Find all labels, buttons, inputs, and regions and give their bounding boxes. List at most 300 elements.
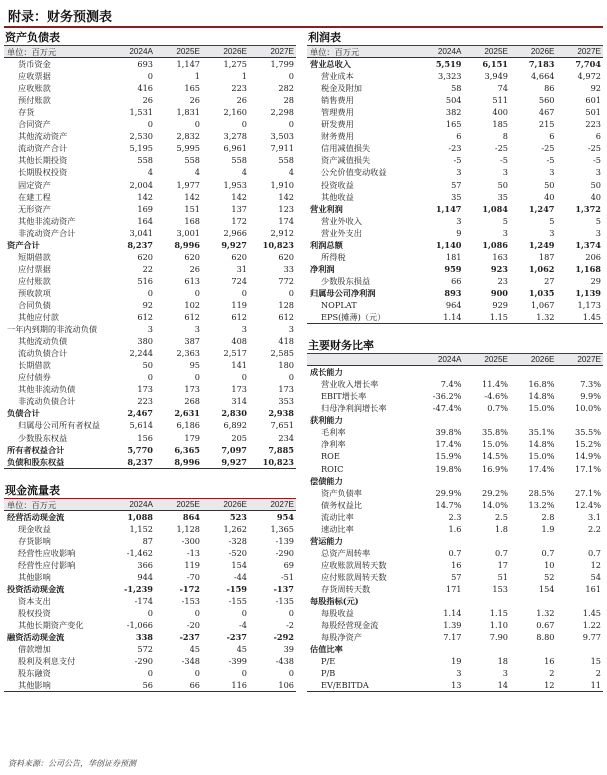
cell-value: 0 [147,71,153,82]
cell-value: 35.1% [528,427,555,438]
cell-value: 0 [194,608,200,619]
cell-value: 3 [288,324,294,335]
cell-value: 338 [135,632,153,643]
year-header: 2024A [437,355,462,365]
cell-value: -292 [273,632,294,643]
cell-value: 8.80 [536,632,555,643]
cell-value: 0 [241,668,247,679]
cell-value: 523 [229,511,247,522]
cell-value: 693 [137,59,153,70]
table-row [4,667,296,679]
cell-value: -174 [134,596,153,607]
cell-value: 416 [137,83,153,94]
cell-value: 408 [231,336,247,347]
income-statement-table [307,46,603,323]
table-row [307,523,603,535]
cell-value: 6 [456,131,462,142]
cell-value: 1,035 [528,287,555,298]
row-label: 流动资产合计 [18,143,68,154]
cell-value: -159 [226,583,247,594]
cell-value: 0 [241,372,247,383]
table-row [307,463,603,475]
table-row [4,595,296,607]
cell-value: 45 [236,644,247,655]
cell-value: -25 [587,143,601,154]
cell-value: 52 [544,571,555,582]
cell-value: 35 [451,191,462,202]
table-row [307,559,603,571]
table-row [307,215,603,227]
row-label: 预收款项 [18,287,51,298]
table-row [307,275,603,287]
row-label: 其他长期资产变化 [18,620,84,631]
row-label: 货币资金 [18,59,51,70]
cell-value: 173 [137,384,153,395]
table-row [4,359,296,371]
cell-value: 11.4% [481,379,508,390]
cell-value: 6 [595,131,601,142]
cell-value: -328 [228,535,247,546]
table-row [307,251,603,263]
cell-value: 31 [236,263,247,274]
table-row [4,94,296,106]
table-row [4,287,296,299]
cell-value: 171 [445,583,462,594]
cell-value: -1,239 [123,583,153,594]
table-row [4,535,296,547]
cell-value: 7.4% [440,379,462,390]
cell-value: 4,972 [577,71,601,82]
cell-value: 5,995 [176,143,200,154]
cell-value: -5 [453,155,462,166]
table-row [307,655,603,667]
cell-value: 137 [231,203,247,214]
row-label: 经营活动现金流 [7,511,65,522]
cell-value: 2 [595,668,601,679]
cell-value: 142 [278,191,294,202]
row-label: 税金及附加 [321,83,362,94]
cell-value: 1 [241,71,247,82]
row-label: 成长能力 [310,367,343,378]
table-header-row [4,499,296,511]
year-header: 2027E [577,47,601,56]
cell-value: 8,996 [174,456,200,467]
cell-value: 56 [142,680,153,691]
year-header: 2027E [270,499,294,509]
table-row [4,299,296,311]
cell-value: 2,298 [270,107,294,118]
cell-value: 27.1% [574,487,601,498]
table-row [307,595,603,607]
year-header: 2025E [484,47,508,56]
table-row [307,166,603,178]
table-row [4,547,296,559]
cell-value: 0 [147,119,153,130]
cell-value: 17.4% [528,463,555,474]
row-label: 总资产周转率 [321,547,371,558]
cell-value: 50 [142,360,153,371]
cell-value: 234 [278,432,294,443]
cell-value: 1.9 [541,523,555,534]
table-row [307,631,603,643]
table-row [307,263,603,275]
row-label: 利润总额 [310,239,343,250]
cell-value: 923 [490,263,508,274]
row-label: 归属母公司所有者权益 [18,420,100,431]
cell-value: 772 [278,275,294,286]
cell-value: 1,086 [482,239,508,250]
cell-value: 3,949 [484,71,508,82]
cell-value: 12.4% [574,499,601,510]
cell-value: -137 [273,583,294,594]
cell-value: -153 [181,596,200,607]
cell-value: 40 [590,191,601,202]
income-statement-title: 利润表 [308,31,341,44]
table-row [307,239,603,251]
cell-value: 0 [288,668,294,679]
row-label: 负债和股东权益 [7,456,65,467]
cell-value: 1,147 [176,59,200,70]
cell-value: 1.15 [489,312,508,323]
row-label: 存货影响 [18,535,51,546]
cell-value: 164 [137,215,153,226]
cell-value: 5 [549,215,555,226]
cell-value: 558 [137,155,153,166]
cell-value: 26 [142,95,153,106]
table-row [307,450,603,462]
cell-value: 173 [184,384,200,395]
row-label: 应收账款 [18,83,51,94]
cell-value: 3 [456,167,462,178]
cell-value: 87 [142,535,153,546]
cell-value: 51 [497,571,508,582]
cell-value: 57 [451,179,462,190]
cell-value: 142 [231,191,247,202]
cell-value: 181 [445,251,462,262]
table-row [4,432,296,444]
cell-value: 0 [288,372,294,383]
row-label: 存货周转天数 [321,583,371,594]
table-row [4,419,296,431]
row-label: 资产合计 [7,239,40,250]
table-row [4,511,296,523]
cell-value: 92 [142,299,153,310]
cell-value: 1,168 [575,263,601,274]
row-label: 投资收益 [321,179,354,190]
cell-value: 169 [137,203,153,214]
cell-value: 620 [184,251,200,262]
cell-value: 39 [283,644,294,655]
cell-value: 141 [231,360,247,371]
cell-value: 11 [590,680,601,691]
cell-value: 1,067 [531,299,555,310]
cell-value: 2.8 [541,511,555,522]
cell-value: 66 [451,275,462,286]
cell-value: 19 [451,656,462,667]
cell-value: -47.4% [432,403,462,414]
cell-value: -5 [546,155,555,166]
cell-value: 572 [137,644,153,655]
cell-value: 1 [194,71,200,82]
table-row [307,607,603,619]
cell-value: 15 [590,656,601,667]
cell-value: 0 [147,372,153,383]
balance-sheet-title: 资产负债表 [5,31,60,44]
cell-value: 50 [544,179,555,190]
cell-value: 187 [538,251,555,262]
cell-value: 1.6 [448,523,462,534]
cell-value: 0 [288,287,294,298]
table-row [4,523,296,535]
cell-value: 1,977 [176,179,200,190]
cell-value: 23 [497,275,508,286]
cell-value: 1,372 [575,203,601,214]
cell-value: 0 [194,119,200,130]
cell-value: 28.5% [528,487,555,498]
table-row [4,347,296,359]
table-row [307,366,603,378]
row-label: EPS(摊薄)（元） [321,312,386,323]
cell-value: 1,147 [435,203,462,214]
cell-value: 558 [231,155,247,166]
cell-value: 3,041 [129,227,153,238]
table-header-row [307,354,603,366]
row-label: 营业外收入 [321,215,362,226]
table-row [307,426,603,438]
cell-value: 168 [184,215,200,226]
cell-value: -290 [275,547,294,558]
row-label: 管理费用 [321,107,354,118]
cell-value: -5 [593,155,601,166]
cell-value: 501 [585,107,601,118]
table-row [4,130,296,142]
table-row [4,444,296,456]
cell-value: 1,910 [270,179,294,190]
table-row [307,142,603,154]
table-row [307,499,603,511]
cell-value: 6,892 [223,420,247,431]
table-row [307,227,603,239]
row-label: ROE [321,451,340,462]
cell-value: 119 [231,299,247,310]
cell-value: 3 [502,167,508,178]
cell-value: 13.2% [528,499,555,510]
cell-value: 14.7% [435,499,462,510]
cell-value: 179 [184,432,200,443]
cell-value: 387 [184,336,200,347]
table-row [307,571,603,583]
cash-flow-table [4,499,296,692]
unit-label: 单位：百万元 [310,47,360,57]
left-column [4,30,296,692]
cell-value: 10,823 [262,456,294,467]
cell-value: 15.2% [574,439,601,450]
cell-value: 3,503 [270,131,294,142]
table-row [307,58,603,70]
row-label: 营运能力 [310,535,343,546]
cell-value: 26 [236,95,247,106]
cell-value: 7.90 [489,632,508,643]
table-row [307,475,603,487]
cell-value: 0.7 [587,547,601,558]
cell-value: -51 [280,571,294,582]
cell-value: 2.5 [494,511,508,522]
cell-value: 382 [445,107,462,118]
year-header: 2026E [530,47,555,56]
row-label: 估值比率 [310,644,343,655]
cell-value: 205 [231,432,247,443]
cell-value: 12 [544,680,555,691]
table-row [307,94,603,106]
cell-value: 66 [189,680,200,691]
row-label: 所有者权益合计 [7,444,65,455]
row-label: 应付票据 [18,263,51,274]
financial-ratio-title: 主要财务比率 [308,339,374,353]
row-label: 非流动负债合计 [18,396,76,407]
cell-value: 1,140 [435,239,462,250]
row-label: 净利率 [321,439,346,450]
cell-value: 18 [497,656,508,667]
row-label: NOPLAT [321,299,357,310]
cell-value: 102 [184,299,200,310]
cell-value: 0 [194,372,200,383]
cell-value: 35 [497,191,508,202]
cell-value: -70 [186,571,200,582]
cell-value: -290 [134,656,153,667]
cell-value: 29.2% [481,487,508,498]
cell-value: 14.9% [574,451,601,462]
cell-value: 282 [278,83,294,94]
table-row [307,118,603,130]
table-row [4,311,296,323]
table-row [4,655,296,667]
cell-value: 893 [444,287,462,298]
year-header: 2025E [176,47,200,56]
cell-value: -399 [228,656,247,667]
cell-value: 223 [585,119,601,130]
row-label: 债务权益比 [321,499,362,510]
row-label: 财务费用 [321,131,354,142]
cell-value: 964 [445,299,462,310]
cell-value: 2,830 [221,408,247,419]
cell-value: 119 [184,559,200,570]
cell-value: 2,938 [268,408,294,419]
table-row [4,275,296,287]
cell-value: 0 [241,608,247,619]
table-row [4,70,296,82]
cell-value: 314 [231,396,247,407]
cell-value: 153 [492,583,508,594]
table-row [307,667,603,679]
cell-value: 7,097 [221,444,247,455]
row-label: P/B [321,668,336,679]
source-note: 资料来源：公司公告，华创证券预测 [8,759,136,768]
cell-value: 4 [288,167,294,178]
cell-value: 4 [147,167,153,178]
row-label: 股权投资 [18,608,51,619]
cell-value: 1.14 [443,312,462,323]
cell-value: 5 [595,215,601,226]
cell-value: 14 [497,680,508,691]
cell-value: 366 [137,559,153,570]
cell-value: 2,530 [129,131,153,142]
cell-value: 172 [231,215,247,226]
table-row [307,547,603,559]
cell-value: -348 [181,656,200,667]
cell-value: 8,996 [174,239,200,250]
row-label: 资产减值损失 [321,155,371,166]
cell-value: -25 [494,143,508,154]
row-label: P/E [321,656,336,667]
cell-value: 9,927 [221,239,247,250]
row-label: 股利及利息支付 [18,656,76,667]
table-row [307,378,603,390]
cell-value: 2,585 [270,348,294,359]
cell-value: 58 [451,83,462,94]
cell-value: 4,664 [531,71,555,82]
cell-value: 1,152 [129,523,153,534]
table-bottom-line [4,691,296,692]
row-label: 其他收益 [321,191,354,202]
table-row [307,438,603,450]
table-row [4,58,296,70]
row-label: 营业总收入 [310,59,351,70]
table-row [4,239,296,251]
row-label: 应付债券 [18,372,51,383]
table-row [307,535,603,547]
cell-value: 50 [497,179,508,190]
row-label: 短期借款 [18,251,51,262]
cell-value: 1.45 [582,312,601,323]
cell-value: 612 [184,312,200,323]
cell-value: -438 [275,656,294,667]
cell-value: 7,704 [575,59,601,70]
cell-value: 0 [147,608,153,619]
cell-value: 4 [194,167,200,178]
table-row [4,571,296,583]
row-label: 应付账款周转天数 [321,571,387,582]
cell-value: 123 [278,203,294,214]
cell-value: 3 [502,227,508,238]
cell-value: -237 [226,632,247,643]
table-row [307,203,603,215]
cell-value: 2,244 [129,348,153,359]
row-label: 其他影响 [18,571,51,582]
row-label: ROIC [321,463,344,474]
cell-value: -4 [239,620,247,631]
table-row [4,323,296,335]
table-row [4,371,296,383]
cell-value: 504 [445,95,462,106]
row-label: 合同负债 [18,299,51,310]
row-label: 其他长期投资 [18,155,68,166]
cell-value: 40 [544,191,555,202]
cell-value: 45 [189,644,200,655]
table-row [4,643,296,655]
title-divider [4,26,603,28]
cell-value: 3 [549,227,555,238]
row-label: 信用减值损失 [321,143,371,154]
cell-value: -2 [286,620,294,631]
cell-value: 7,911 [270,143,294,154]
row-label: EBIT增长率 [321,391,367,402]
cell-value: 2,467 [127,408,153,419]
table-row [4,227,296,239]
row-label: 经营性应收影响 [18,547,76,558]
cell-value: 0 [147,668,153,679]
cell-value: 400 [492,107,508,118]
cell-value: 1,953 [223,179,247,190]
